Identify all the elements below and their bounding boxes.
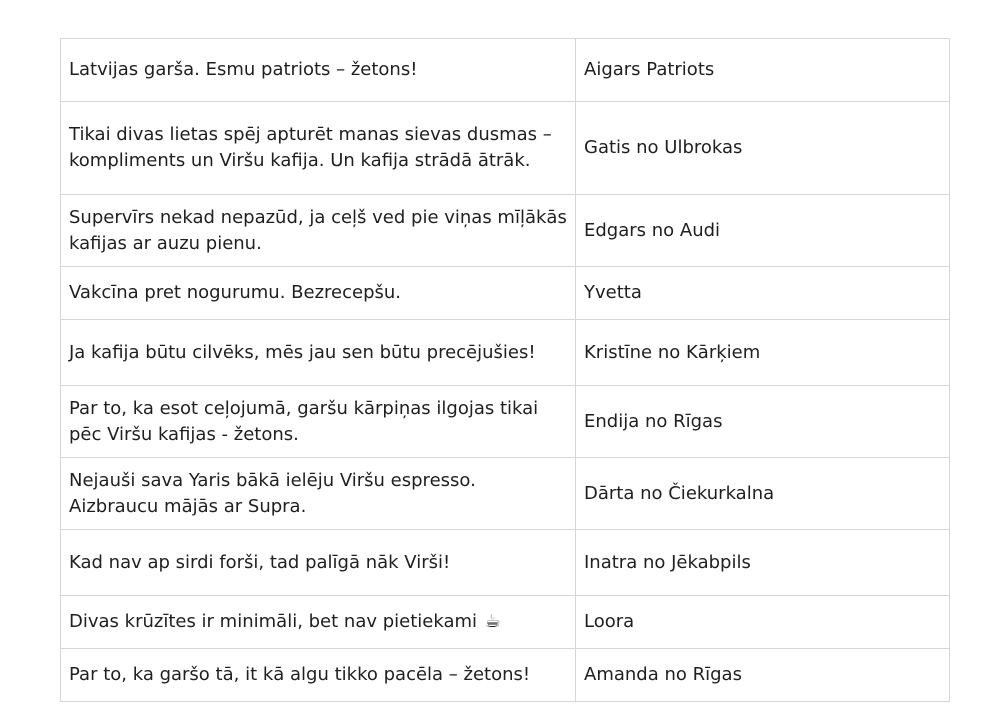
table-row <box>61 530 950 596</box>
quote-cell: Supervīrs nekad nepazūd, ja ceļš ved pie viņas mīļākās kafijas ar auzu pienu. <box>61 195 576 267</box>
quote-cell: Ja kafija būtu cilvēks, mēs jau sen būtu precējušies! <box>61 320 576 386</box>
table-row <box>61 39 950 102</box>
table-row <box>61 102 950 195</box>
coffee-cup-icon: ☕ <box>484 611 501 632</box>
author-cell: Endija no Rīgas <box>576 386 950 458</box>
quote-cell: Tikai divas lietas spēj apturēt manas sievas dusmas – kompliments un Viršu kafija. Un kafija strādā ātrāk. <box>61 102 576 195</box>
quote-cell: Kad nav ap sirdi forši, tad palīgā nāk Virši! <box>61 530 576 596</box>
author-cell: Inatra no Jēkabpils <box>576 530 950 596</box>
quote-cell: Latvijas garša. Esmu patriots – žetons! <box>61 39 576 102</box>
table-row <box>61 320 950 386</box>
author-cell: Loora <box>576 596 950 649</box>
quote-text: Divas krūzītes ir minimāli, bet nav pietiekami <box>69 611 478 632</box>
author-cell: Edgars no Audi <box>576 195 950 267</box>
quotes-table <box>60 38 950 702</box>
author-cell: Kristīne no Kārķiem <box>576 320 950 386</box>
table-row <box>61 386 950 458</box>
author-cell: Aigars Patriots <box>576 39 950 102</box>
table-row <box>61 195 950 267</box>
author-cell: Yvetta <box>576 267 950 320</box>
author-cell: Dārta no Čiekurkalna <box>576 458 950 530</box>
table-row <box>61 267 950 320</box>
table-row <box>61 649 950 702</box>
author-cell: Amanda no Rīgas <box>576 649 950 702</box>
quote-cell: Par to, ka garšo tā, it kā algu tikko pacēla – žetons! <box>61 649 576 702</box>
author-cell: Gatis no Ulbrokas <box>576 102 950 195</box>
quote-cell <box>61 596 576 649</box>
quote-cell: Vakcīna pret nogurumu. Bezrecepšu. <box>61 267 576 320</box>
quote-cell: Nejauši sava Yaris bākā ielēju Viršu espresso. Aizbraucu mājās ar Supra. <box>61 458 576 530</box>
table-row <box>61 596 950 649</box>
quote-cell: Par to, ka esot ceļojumā, garšu kārpiņas ilgojas tikai pēc Viršu kafijas - žetons. <box>61 386 576 458</box>
table-row <box>61 458 950 530</box>
